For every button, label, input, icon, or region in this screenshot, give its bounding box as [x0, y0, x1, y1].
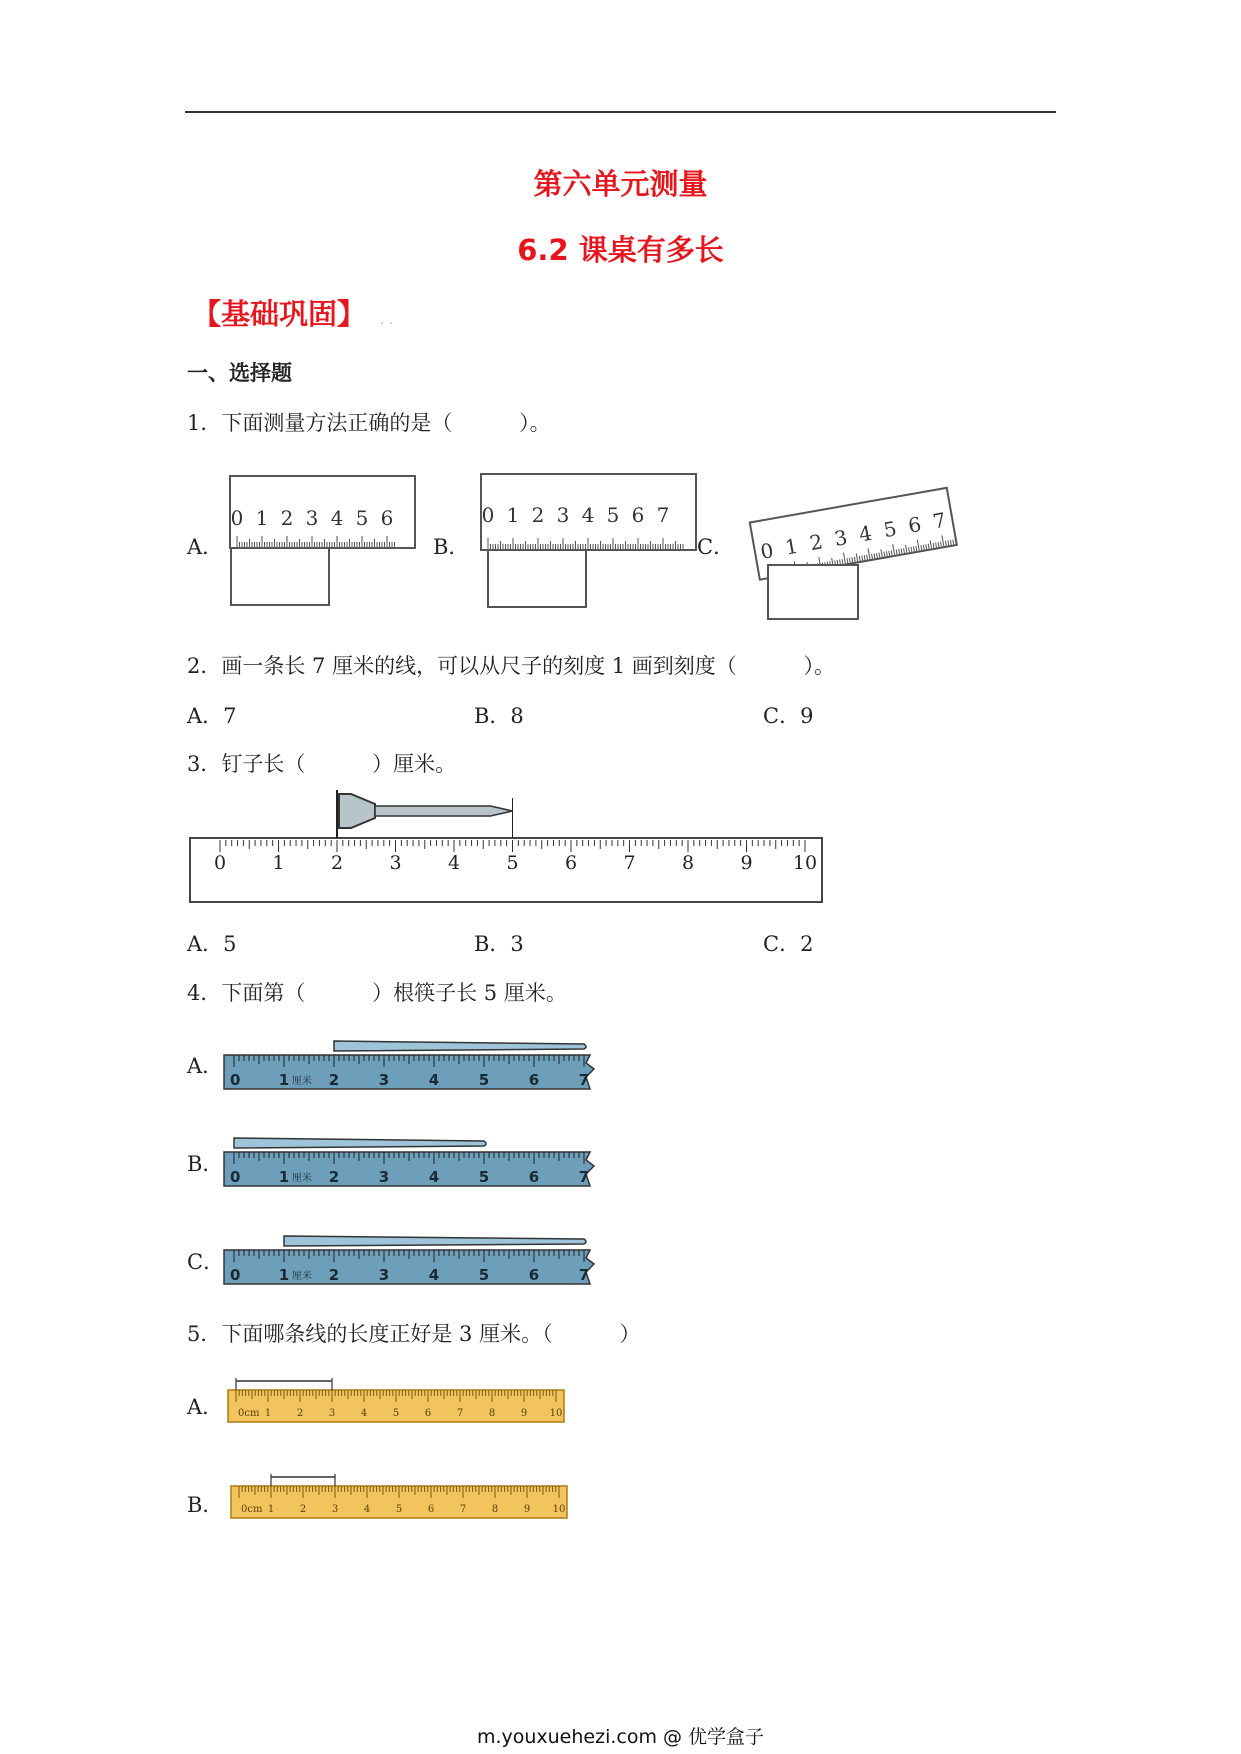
ruler-number: 5 — [355, 506, 369, 530]
ruler-number: 3 — [832, 525, 850, 551]
ruler-number: 2 — [296, 1408, 304, 1419]
chopstick — [334, 1041, 586, 1051]
q5-figure-b — [231, 1466, 581, 1526]
ruler-number: 3 — [378, 1266, 390, 1284]
ruler-unit: 厘米 — [292, 1271, 312, 1282]
ruler-number: 6 — [631, 503, 645, 527]
measured-box — [231, 548, 329, 605]
ruler-number: 0 — [230, 506, 244, 530]
chopstick — [234, 1138, 486, 1148]
ruler-number: 4 — [428, 1071, 440, 1089]
ruler-number: 1 — [255, 506, 269, 530]
measured-box — [768, 565, 858, 619]
ruler-number: 1 — [264, 1408, 272, 1419]
ruler-number: 10 — [549, 1408, 563, 1419]
q4-figure-c — [222, 1230, 612, 1290]
ruler-number: 3 — [556, 503, 570, 527]
q3-option-a: A．5 — [187, 932, 237, 956]
ruler-number: 5 — [478, 1168, 490, 1186]
ruler-number: 3 — [378, 1168, 390, 1186]
ruler-number: 5 — [478, 1266, 490, 1284]
question-5-stem: 5．下面哪条线的长度正好是 3 厘米。（ ） — [187, 1322, 641, 1346]
part-heading: 一、选择题 — [187, 361, 292, 385]
ruler-number: 4 — [428, 1266, 440, 1284]
nail-head — [339, 794, 375, 828]
q4-option-a: A． — [187, 1054, 224, 1078]
ruler-number: 4 — [857, 520, 874, 547]
ruler-number: 10 — [792, 852, 818, 874]
ruler-number: 2 — [531, 503, 545, 527]
q4-option-b: B． — [187, 1152, 224, 1176]
ruler-number: 0cm — [241, 1504, 263, 1515]
ruler-number: 3 — [331, 1504, 339, 1515]
question-3-stem: 3．钉子长（ ）厘米。 — [187, 752, 457, 776]
ruler-number: 6 — [906, 511, 924, 538]
ruler-number: 5 — [881, 516, 899, 543]
ruler-number: 7 — [578, 1168, 590, 1186]
q4-figure-b — [222, 1132, 612, 1192]
ruler-number: 6 — [528, 1071, 540, 1089]
q1-option-a: A． — [187, 535, 224, 559]
ruler-number: 0 — [758, 538, 776, 564]
ruler-number: 8 — [681, 852, 695, 874]
ruler-number: 4 — [581, 503, 595, 527]
ruler-number: 3 — [389, 852, 402, 874]
ruler-number: 9 — [520, 1408, 528, 1419]
ruler-number: 2 — [328, 1071, 340, 1089]
ruler-number: 0 — [230, 1071, 241, 1089]
ruler-number: 1 — [278, 1071, 290, 1089]
q1-figure-a — [225, 470, 415, 610]
ruler-number: 1 — [267, 1504, 275, 1515]
ruler-number: 2 — [807, 529, 825, 556]
nail-shaft — [375, 806, 513, 816]
q4-option-c: C． — [187, 1250, 225, 1274]
q2-option-a: A．7 — [187, 704, 237, 728]
ruler-number: 5 — [606, 503, 620, 527]
ruler-unit: 厘米 — [292, 1173, 312, 1184]
unit-title: 第六单元测量 — [533, 167, 708, 201]
q2-option-c: C．9 — [763, 704, 814, 728]
section-mark: . . — [380, 312, 394, 328]
ruler-number: 4 — [330, 506, 344, 530]
header-rule — [185, 111, 1056, 113]
q3-option-c: C．2 — [763, 932, 814, 956]
ruler-number: 6 — [564, 852, 578, 874]
ruler-number: 0 — [230, 1266, 241, 1284]
ruler-number: 1 — [506, 503, 520, 527]
q3-option-b: B．3 — [474, 932, 524, 956]
question-1-stem: 1．下面测量方法正确的是（ ）。 — [187, 411, 551, 435]
footer-source: m.youxuehezi.com @ 优学盒子 — [476, 1726, 765, 1748]
ruler-number: 4 — [363, 1504, 371, 1515]
chopstick — [284, 1236, 586, 1246]
ruler-number: 2 — [299, 1504, 307, 1515]
ruler-number: 6 — [528, 1266, 540, 1284]
ruler-number: 0 — [230, 1168, 241, 1186]
ruler-unit: 厘米 — [292, 1076, 312, 1087]
ruler-number: 8 — [488, 1408, 496, 1419]
ruler-number: 4 — [428, 1168, 440, 1186]
ruler-number: 1 — [278, 1168, 290, 1186]
q4-figure-a — [222, 1035, 612, 1095]
ruler-number: 7 — [578, 1071, 590, 1089]
ruler-number: 9 — [740, 852, 753, 874]
ruler-number: 6 — [380, 506, 394, 530]
lesson-title: 6.2 课桌有多长 — [517, 233, 724, 267]
ruler-number: 6 — [528, 1168, 540, 1186]
ruler-number: 9 — [523, 1504, 531, 1515]
q1-figure-c — [740, 465, 965, 625]
q5-option-a: A． — [187, 1395, 224, 1419]
ruler-number: 7 — [459, 1504, 467, 1515]
ruler-number: 4 — [447, 852, 461, 874]
ruler-number: 0 — [481, 503, 495, 527]
measured-box — [488, 550, 586, 607]
question-4-stem: 4．下面第（ ）根筷子长 5 厘米。 — [187, 981, 567, 1005]
ruler-number: 7 — [656, 503, 670, 527]
ruler-number: 5 — [506, 852, 519, 874]
ruler-number: 7 — [578, 1266, 590, 1284]
ruler-number: 0 — [213, 852, 227, 874]
ruler-number: 1 — [278, 1266, 290, 1284]
ruler-number: 1 — [272, 852, 285, 874]
ruler-number: 5 — [395, 1504, 403, 1515]
ruler-number: 7 — [456, 1408, 464, 1419]
q1-option-b: B． — [433, 535, 470, 559]
q3-figure — [188, 790, 828, 905]
ruler-number: 8 — [491, 1504, 499, 1515]
question-2-stem: 2．画一条长 7 厘米的线，可以从尺子的刻度 1 画到刻度（ ）。 — [187, 654, 836, 678]
ruler-number: 3 — [305, 506, 319, 530]
q5-option-b: B． — [187, 1493, 224, 1517]
q1-option-c: C． — [697, 535, 735, 559]
ruler-number: 3 — [378, 1071, 390, 1089]
ruler-number: 3 — [328, 1408, 336, 1419]
ruler-number: 5 — [392, 1408, 400, 1419]
ruler-number: 2 — [330, 852, 344, 874]
q1-figure-b — [476, 470, 701, 610]
ruler-number: 6 — [424, 1408, 432, 1419]
ruler-number: 2 — [328, 1168, 340, 1186]
ruler-number: 1 — [783, 533, 800, 560]
ruler-number: 7 — [930, 507, 948, 534]
ruler-number: 10 — [552, 1504, 566, 1515]
q5-figure-a — [228, 1370, 578, 1430]
ruler-number: 2 — [280, 506, 294, 530]
ruler-number: 5 — [478, 1071, 490, 1089]
ruler-number: 2 — [328, 1266, 340, 1284]
section-heading: 【基础巩固】 . . — [192, 297, 394, 331]
ruler-number: 6 — [427, 1504, 435, 1515]
ruler-number: 7 — [623, 852, 636, 874]
q2-option-b: B．8 — [474, 704, 524, 728]
ruler-number: 4 — [360, 1408, 368, 1419]
ruler-number: 0cm — [238, 1408, 260, 1419]
